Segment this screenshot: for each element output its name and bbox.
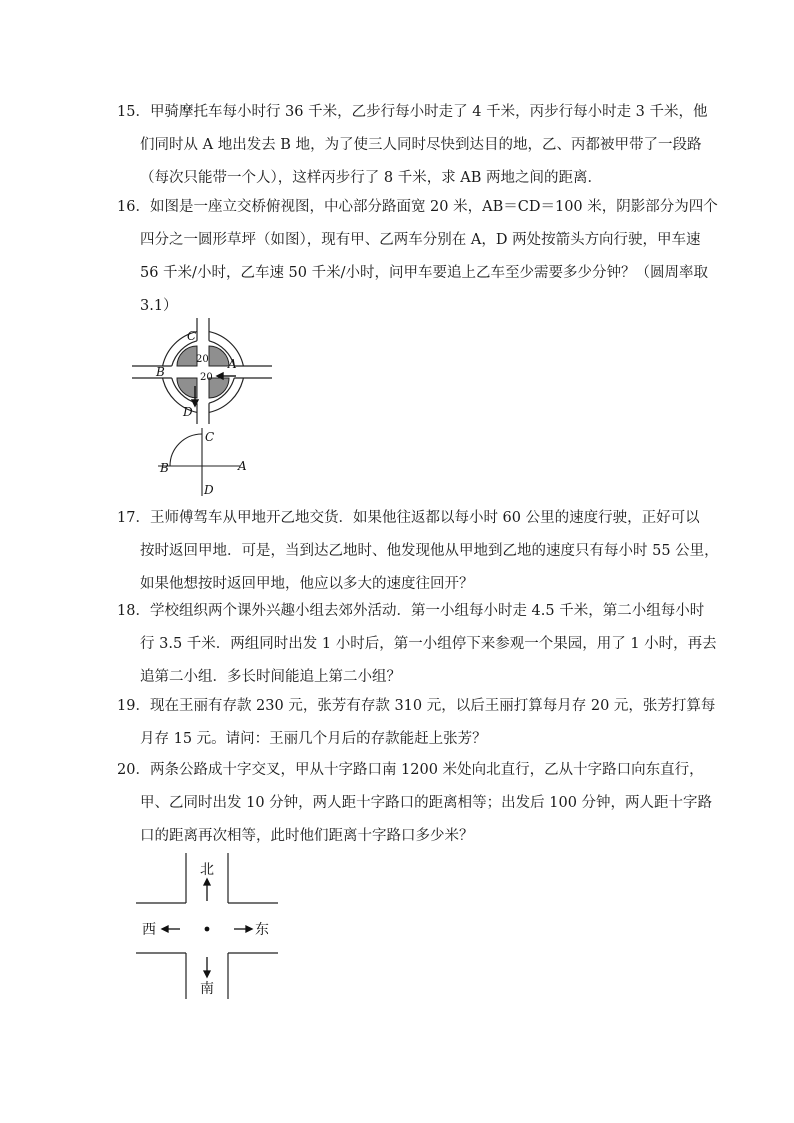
problem-number: 17． (117, 510, 150, 526)
problem-number: 18． (117, 603, 150, 619)
problem-text-line: 如图是一座立交桥俯视图，中心部分路面宽 20 米，AB＝CD＝100 米，阴影部分为四个 (149, 199, 718, 215)
intersection-point (205, 927, 210, 932)
problem-text-line: 两条公路成十字交叉，甲从十字路口南 1200 米处向北直行，乙从十字路口向东直行， (149, 762, 704, 778)
problem-text-line: 56 千米/小时，乙车速 50 千米/小时，问甲车要追上乙车至少需要多少分钟？（圆周率取 (140, 265, 708, 281)
problem-text-line: （每次只能带一个人），这样丙步行了 8 千米，求 AB 两地之间的距离． (140, 170, 603, 186)
problem-19 (117, 690, 716, 756)
grass-quarter-sw (177, 378, 197, 398)
problem-text-line: 甲骑摩托车每小时行 36 千米，乙步行每小时走了 4 千米，丙步行每小时走 3 千米，他 (149, 104, 708, 120)
label-c: C (205, 430, 215, 444)
problem-text-line: 王师傅驾车从甲地开乙地交货．如果他往返都以每小时 60 公里的速度行驶，正好可以 (149, 510, 700, 526)
overpass-figure (132, 318, 272, 424)
problem-number: 15． (117, 104, 150, 120)
grass-quarter-nw (177, 346, 197, 366)
quarter-circle-figure (158, 426, 254, 498)
problem-text-line: 如果他想按时返回甲地，他应以多大的速度往回开？ (140, 576, 474, 592)
problem-text-line: 行 3.5 千米．两组同时出发 1 小时后，第一小组停下来参观一个果园，用了 1 小时，再去 (140, 636, 717, 652)
problem-16 (117, 191, 718, 323)
label-c: C (187, 329, 197, 343)
problem-20 (117, 754, 713, 853)
problem-text-line: 学校组织两个课外兴趣小组去郊外活动．第一小组每小时走 4.5 千米，第二小组每小时 (149, 603, 705, 619)
problem-15 (117, 96, 708, 195)
problem-text-line: 四分之一圆形草坪（如图），现有甲、乙两车分别在 A，D 两处按箭头方向行驶，甲车速 (140, 232, 701, 248)
road-width-label-vertical: 20 (196, 354, 209, 365)
problem-text-line: 月存 15 元。请问：王丽几个月后的存款能赶上张芳？ (140, 731, 487, 747)
label-a: A (228, 357, 237, 371)
label-a: A (238, 459, 247, 473)
problem-text-line: 现在王丽有存款 230 元，张芳有存款 310 元，以后王丽打算每月存 20 元，张芳打算每 (149, 698, 716, 714)
west-label: 西 (142, 922, 156, 938)
problem-text-line: 甲、乙同时出发 10 分钟，两人距十字路口的距离相等；出发后 100 分钟，两人距十字路 (140, 795, 713, 811)
grass-quarter-ne (209, 346, 229, 366)
problem-18 (117, 595, 717, 694)
problem-text-line: 追第二小组．多长时间能追上第二小组？ (140, 669, 401, 685)
label-d: D (204, 483, 214, 497)
east-label: 东 (255, 922, 269, 938)
problem-number: 19． (117, 698, 150, 714)
label-b: B (160, 461, 169, 475)
problem-number: 20． (117, 762, 150, 778)
problem-text-line: 口的距离再次相等，此时他们距离十字路口多少米？ (140, 828, 474, 844)
label-b: B (156, 365, 165, 379)
problem-number: 16． (117, 199, 150, 215)
label-d: D (183, 405, 193, 419)
north-label: 北 (200, 862, 214, 878)
problem-text-line: 按时返回甲地．可是，当到达乙地时、他发现他从甲地到乙地的速度只有每小时 55 公里， (140, 543, 719, 559)
problem-text-line: 3.1） (140, 298, 178, 314)
crossroad-figure (136, 853, 278, 999)
road-width-label-horizontal: 20 (200, 372, 213, 383)
problem-text-line: 们同时从 A 地出发去 B 地，为了使三人同时尽快到达目的地，乙、丙都被甲带了一段路 (140, 137, 702, 153)
south-label: 南 (200, 981, 214, 997)
problem-17 (117, 502, 719, 601)
